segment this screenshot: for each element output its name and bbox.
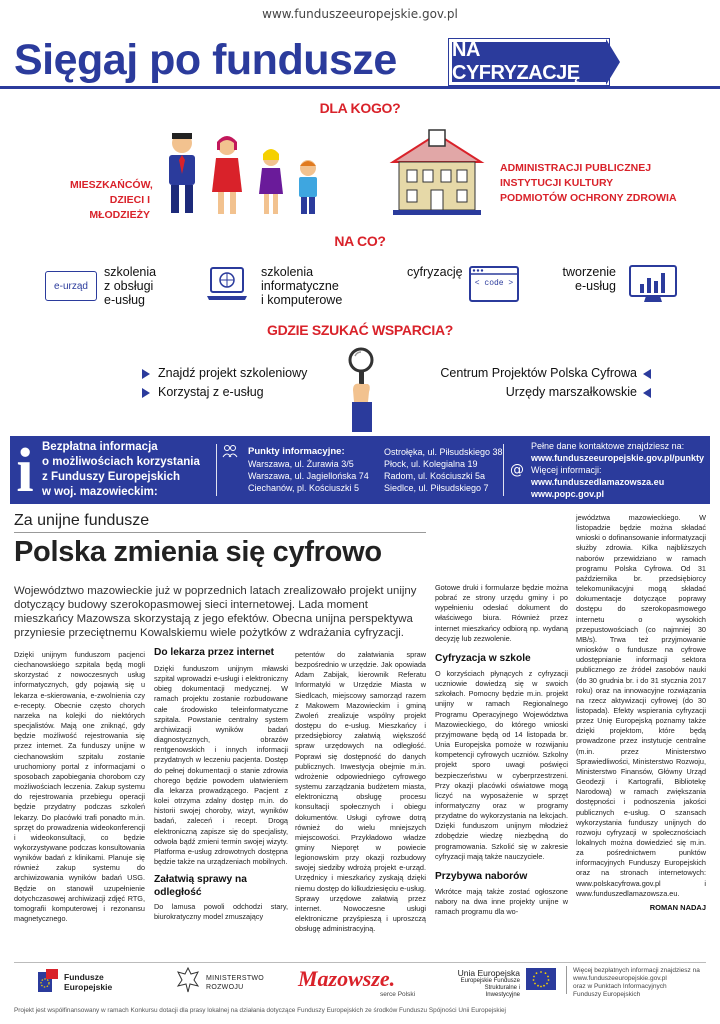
- eu-funds-logo-text: [64, 972, 112, 992]
- service-line: z obsługi: [104, 279, 154, 293]
- article-column-2: [154, 646, 288, 922]
- logo-line: Europejskie Fundusze: [460, 978, 520, 984]
- mazowsze-logo: Mazowsze.: [298, 966, 396, 991]
- service-line: tworzenie: [562, 265, 616, 279]
- section-rule: [14, 532, 426, 533]
- service-digitization: cyfryzację: [407, 265, 463, 279]
- subhead-doctor: Do lekarza przez internet: [154, 647, 275, 658]
- e-office-icon: e-urząd: [45, 271, 97, 301]
- info-point-address: Płock, ul. Kolegialna 19: [384, 459, 478, 469]
- poster-title: Sięgaj po fundusze: [14, 36, 397, 84]
- topic-badge: NA CYFRYZACJĘ: [452, 42, 606, 82]
- column-text: jewództwa mazowieckiego. W listopadzie będzie można składać wnioski o dofinansowanie informatyzacji służby zdrowia. Kilka najbliższych naborów przewidziano w ramach programu Polska Cyfrowa. Od 31 października br. przedsiębiorcy telekomunikacyjni mogą składać dokumentacje dotyczące poprawy dostępu do szerokopasmowego internetu o wysokich przepustowościach (co najmniej 30 MB/s). Trwa też przyjmowanie wniosków o fundusze na cyfrowe udostępnianie informacji sektora publicznego ze źródeł zasobów nauki (do 30 grudnia br. i do 31 stycznia 2017 roku) oraz na innowacyjne rozwiązania na rzecz aktywizacji cyfrowej (do 30 listopada). Efekty wspierania cyfryzacji przez Unię Europejską poznamy także dzięki projektom, które będą prowadzone przez instytucje centralne (m.in. przez Ministerstwo Sprawiedliwości, Ministerstwo Rozwoju, Ministerstwo Finansów, Główny Urząd Geodezji i Kartografii, Bibliotekę Narodową) w ramach zwiększania dostępności i podnoszenia jakości publicznych e-usług. O szansach wykorzystania funduszy unijnych do rozwoju cyfryzacji w społecznościach lokalnych można dowiedzieć się m.in. za pośrednictwem punktów informacyjnych Funduszy Europejskich oraz na stronach internetowych: www.polskacyfrowa.gov.pl i www.funduszedlamazowsza.eu.: [576, 513, 706, 898]
- for-whom-heading: DLA KOGO?: [319, 100, 401, 116]
- monitor-chart-icon: [628, 264, 678, 304]
- eu-logo-text: [450, 968, 520, 999]
- magnifier-hand-icon: [344, 346, 378, 432]
- info-points-list-1: [248, 445, 369, 494]
- info-divider: [216, 444, 217, 496]
- header-divider: [0, 86, 720, 89]
- article-column-5: [576, 513, 706, 912]
- column-text: Gotowe druki i formularze będzie można pobrać ze strony urzędu gminy i po wypełnieniu odesłać dokument do właściwego biura. Również przez internet mieszkańcy odbiorą np. wydaną decyzję lub zezwolenie.: [435, 583, 568, 643]
- article-column-4: [435, 583, 568, 917]
- where-heading: GDZIE SZUKAĆ WSPARCIA?: [266, 322, 454, 338]
- marshal-offices-link[interactable]: Urzędy marszałkowskie: [505, 385, 637, 399]
- info-divider: [503, 444, 504, 496]
- article-column-3: petentów do załatwiania spraw bezpośrednio w urzędzie. Jak opowiada Adam Zabijak, kierownik Referatu Informatyki w Urzędzie Miasta w Siedlcach, miejscowy samorząd razem z Makowem Mazowieckim i gminą Zwoleń zrealizuje wspólny projekt dostępu do e-usług. Mieszkańcy i przedsiębiorcy załatwią większość spraw urzędowych na odległość. Poprawi się dostępność do danych publicznych. Inwestycja obejmie m.in. wdrożenie odpowiedniego cyfrowego systemu zarządzania budżetem miasta, elektroniczną obsługę procesu konsultacji społecznych i obiegu dokumentów. Usługi cyfrowe dotrą również do wielu mniejszych miejscowości. Przykładowo władze gminy Nieporęt w powiecie legionowskim przy okazji rozbudowy swojej siedziby wdrożą projekt e-urząd. Urzędnicy i mieszkańcy zyskają dzięki niemu dostęp do kilkudziesięciu e-usług. Sprawy urzędowe załatwią przez internet. Nowoczesne usługi elektroniczne przyśpieszą i uproszczą obsługę administracyjną.: [295, 650, 426, 934]
- service-line: szkolenia: [104, 265, 157, 279]
- info-intro-line: Bezpłatna informacja: [42, 441, 158, 453]
- institutions-label: [500, 161, 677, 206]
- footer-credit: Projekt jest współfinansowany w ramach Konkursu dotacji dla prasy lokalnej na działania dotyczące Funduszy Europejskich ze środków Funduszu Spójności Unii Europejskiej: [14, 1007, 506, 1014]
- service-training-eservices: [104, 265, 156, 307]
- logo-line: MINISTERSTWO: [206, 975, 265, 982]
- info-point-address: Warszawa, ul. Jagiellońska 74: [248, 471, 369, 481]
- article-lead: Województwo mazowieckie już w poprzednich latach zrealizowało projekt unijny dotyczący budowy szerokopasmowej sieci internetowej. Lada moment mieszkańcy Mazowsza skorzystają z jego efektów. Obecna unijna perspektywa przyniesie przeciętnemu Kowalskiemu wiele pożytków z wdrażania cyfryzacji.: [14, 585, 417, 639]
- cppc-link[interactable]: Centrum Projektów Polska Cyfrowa: [440, 366, 637, 380]
- note-line: Funduszy Europejskich: [573, 991, 641, 998]
- code-label: < code >: [474, 279, 514, 288]
- eagle-emblem-icon: [176, 966, 200, 994]
- eu-flag-icon: [526, 968, 556, 990]
- note-link[interactable]: www.funduszeeuropejskie.gov.pl: [573, 975, 667, 982]
- arrow-right-icon: [142, 388, 150, 398]
- info-icon: i: [16, 437, 34, 505]
- arrow-right-icon: [142, 369, 150, 379]
- info-box: [10, 436, 710, 504]
- footer-note: [573, 967, 700, 999]
- woman-figure-icon: [212, 136, 242, 214]
- logo-line: Unia Europejska: [457, 968, 520, 978]
- info-point-address: Warszawa, ul. Żurawia 3/5: [248, 459, 354, 469]
- info-intro-line: w woj. mazowieckim:: [42, 486, 158, 498]
- people-group-icon: [222, 444, 238, 458]
- info-point-address: Siedlce, ul. Piłsudskiego 7: [384, 483, 489, 493]
- service-line: szkolenia: [261, 265, 314, 279]
- column-text: O korzyściach płynących z cyfryzacji uczniowie dowiedzą się w swoich szkołach. Pomocny będzie m.in. projekt unijny w ramach Regionalnego Programu Operacyjnego Województwa Mazowieckiego, do którego wnioski przyjmowane będą od 14 listopada br. Unia Europejska pomoże w rozwijaniu kompetencji cyfrowych uczniów. Szkolny projekt sporo uwagi poświęci bezpieczeństwu w cyberprzestrzeni. Przy okazji placówki oświatowe mogą liczyć na wyposażenie w sprzęt informatyczny oraz w programy przydatne do wykorzystania na lekcjach. Dzięki funduszom unijnym młodzież zdobędzie wiedzę niezbędną do programowania. Szkolić się w zakresie cyfryzacji mają także nauczyciele.: [435, 668, 568, 861]
- info-points-title: Punkty informacyjne:: [248, 446, 345, 457]
- people-label-line: MIESZKAŃCÓW,: [70, 179, 153, 191]
- article-section-label: Za unijne fundusze: [14, 512, 150, 529]
- logo-line: Strukturalne i Inwestycyjne: [484, 985, 520, 998]
- badge-arrow-tip: [606, 39, 620, 85]
- service-line: i komputerowe: [261, 293, 343, 307]
- info-point-address: Ostrołęka, ul. Piłsudskiego 38: [384, 447, 503, 457]
- article-author: ROMAN NADAJ: [649, 902, 706, 912]
- subhead-school: Cyfryzacja w szkole: [435, 652, 531, 664]
- building-icon: [387, 128, 487, 218]
- institutions-label-line: INSTYTUCJI KULTURY: [500, 177, 614, 189]
- arrow-left-icon: [643, 388, 651, 398]
- logo-line: Europejskie: [64, 982, 113, 992]
- institutions-label-line: PODMIOTÓW OCHRONY ZDROWIA: [500, 192, 677, 204]
- ministry-logo-text: [206, 974, 264, 992]
- footer-rule: [14, 962, 706, 963]
- man-figure-icon: [169, 133, 195, 213]
- column-text: Do lamusa powoli odchodzi stary, biurokratyczny model zmuszający: [154, 902, 288, 922]
- at-icon: @: [510, 462, 524, 478]
- contact-link[interactable]: www.popc.gov.pl: [531, 489, 604, 499]
- contact-link[interactable]: www.funduszedlamazowsza.eu: [531, 477, 665, 487]
- contact-link[interactable]: www.funduszeeuropejskie.gov.pl/punkty: [531, 453, 705, 463]
- service-line: e-usług: [104, 293, 145, 307]
- mazowsze-tagline: serce Polski: [380, 991, 416, 998]
- family-illustration: [160, 128, 330, 218]
- eu-funds-logo-icon: [36, 968, 60, 994]
- info-point-address: Ciechanów, pl. Kościuszki 5: [248, 483, 360, 493]
- article-headline: Polska zmienia się cyfrowo: [14, 536, 382, 568]
- info-intro-line: z Funduszy Europejskich: [42, 471, 181, 483]
- people-label-line: DZIECI I MŁODZIEŻY: [89, 194, 150, 221]
- header-url[interactable]: www.funduszeeuropejskie.gov.pl: [262, 7, 458, 21]
- girl-figure-icon: [259, 149, 283, 214]
- note-line: oraz w Punktach Informacyjnych: [573, 983, 667, 990]
- people-label: [70, 178, 153, 223]
- footer-divider: [566, 966, 567, 994]
- service-it-training: [261, 265, 342, 307]
- info-contacts: [531, 440, 704, 500]
- arrow-left-icon: [643, 369, 651, 379]
- column-text: Dzięki funduszom unijnym mławski szpital wprowadzi e-usługi i elektroniczny obieg dokumentacji medycznej. W ramach projektu zostanie rozbudowane całe środowisko teleinformatyczne szpitala. Powstanie centralny system archiwizacji wyników badań diagnostycznych, obrazów rentgenowskich i innych informacji przydatnych w leczeniu pacjenta. Dostęp do pełnej dokumentacji o stanie zdrowia chorego będzie powodem ułatwieniem dla lekarza prowadzącego. Pacjent z kolei otrzyma zdalny dostęp m.in. do historii swojej choroby, wizyt, wyników badań, zaleceń i recept. Drogą elektroniczną zapisze się do specjalisty, odwoła bądź zmieni termin swojej wizyty. Platforma e-usług zdrowotnych dostępna będzie także na urządzeniach mobilnych.: [154, 664, 288, 866]
- service-line: e-usług: [575, 279, 616, 293]
- service-line: informatyczne: [261, 279, 339, 293]
- use-eservices-link[interactable]: Korzystaj z e-usług: [158, 385, 264, 399]
- boy-figure-icon: [299, 160, 317, 214]
- column-text: Wkrótce mają także zostać ogłoszone nabory na dwa inne projekty unijne w ramach programu dla wo-: [435, 886, 568, 917]
- info-intro-line: o możliwościach korzystania: [42, 456, 200, 468]
- logo-line: ROZWOJU: [206, 984, 244, 991]
- subhead-calls: Przybywa naborów: [435, 870, 528, 882]
- contact-line: Pełne dane kontaktowe znajdziesz na:: [531, 441, 685, 451]
- laptop-icon: [205, 266, 249, 304]
- subhead-remote: Załatwią sprawy na odległość: [154, 874, 247, 899]
- service-create-eservices: [560, 265, 616, 293]
- info-point-address: Radom, ul. Kościuszki 5a: [384, 471, 486, 481]
- info-intro: [42, 440, 217, 500]
- find-project-link[interactable]: Znajdź projekt szkoleniowy: [158, 366, 308, 380]
- note-line: Więcej bezpłatnych informacji znajdziesz na: [573, 967, 700, 974]
- contact-line: Więcej informacji:: [531, 465, 602, 475]
- logo-line: Fundusze: [64, 972, 104, 982]
- article-column-1: Dzięki unijnym funduszom pacjenci ciechanowskiego szpitala będą mogli skorzystać z nowoczesnych usług informatycznych, gdy pojawią się u lekarza e-skierowania, e-zwolnienia czy e-recepty. Obecnie często chorych narzeka na kolejki do niektórych specjalistów. Mają one zniknąć, gdy będzie możliwość rejestrowania się przez internet. Za funduszy unijne w ciechanowskim szpitalu zostanie uruchomiony portal z informacjami o sposobach zapobiegania chorobom czy możliwościach leczenia. Zakup systemu do rejestrowania przebiegu operacji będzie przydatny podczas szkoleń lekarzy. Do placówki trafi ponadto m.in. sprzęt do prowadzenia wideokonferencji i wideokonsultacji, co będzie wykorzystywane podczas konsultowania wyników badań z klinikami. Planuje się również zakup systemu do archiwizowania wyników badań USG. Będzie on stanowił uzupełnienie dotychczasowej archiwizacji zdjęć RTG, tomografii komputerowej i rezonansu magnetycznego.: [14, 650, 145, 924]
- info-points-list-2: [384, 446, 503, 494]
- for-what-heading: NA CO?: [334, 233, 386, 249]
- institutions-label-line: ADMINISTRACJI PUBLICZNEJ: [500, 162, 652, 174]
